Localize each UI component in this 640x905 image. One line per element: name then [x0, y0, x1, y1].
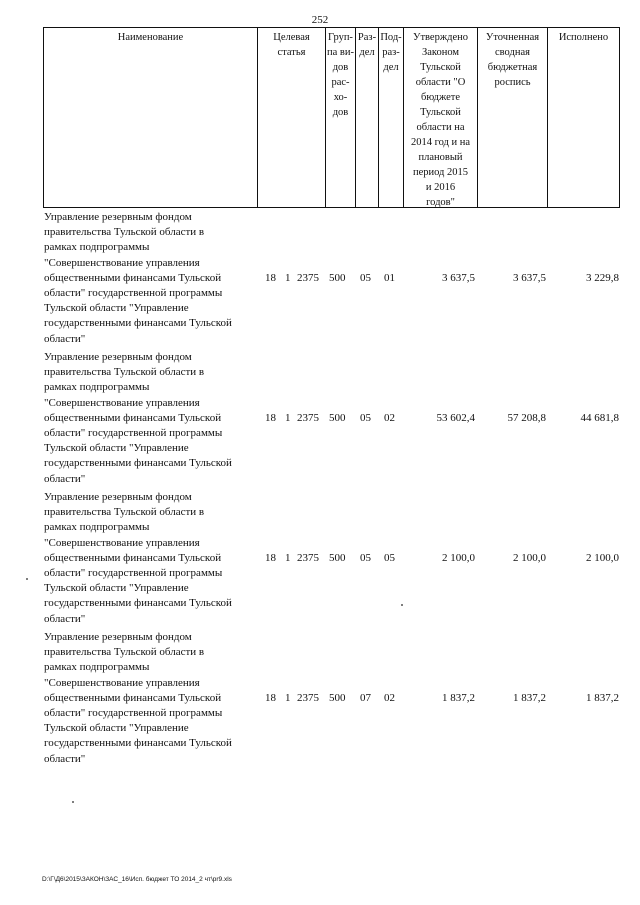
row-approved: 53 602,4 [436, 412, 475, 424]
table-row [0, 630, 640, 770]
row-approved: 3 637,5 [442, 272, 475, 284]
row-subsection: 02 [384, 692, 395, 704]
row-section: 05 [360, 552, 371, 564]
row-target-code-c: 2375 [297, 692, 319, 704]
row-approved: 1 837,2 [442, 692, 475, 704]
row-group: 500 [329, 272, 346, 284]
row-group: 500 [329, 692, 346, 704]
header-group: Груп- па ви- дов рас- хо- дов [327, 32, 354, 118]
row-section: 05 [360, 272, 371, 284]
row-refined: 57 208,8 [507, 412, 546, 424]
header-section: Раз- дел [357, 32, 377, 58]
header-approved: Утверждено Законом Тульской области "О бюджете Тульской области на 2014 год и на плановый период 2015 и 2016 годов" [410, 32, 471, 208]
header-subsection: Под- раз- дел [380, 32, 402, 73]
row-target-code-c: 2375 [297, 412, 319, 424]
row-target-code-b: 1 [285, 272, 291, 284]
row-target-code-c: 2375 [297, 552, 319, 564]
row-executed: 2 100,0 [586, 552, 619, 564]
row-approved: 2 100,0 [442, 552, 475, 564]
table-row [0, 350, 640, 490]
header-refined: Уточненная сводная бюджетная роспись [485, 32, 540, 88]
table-row [0, 210, 640, 350]
row-refined: 1 837,2 [513, 692, 546, 704]
row-target-code-b: 1 [285, 692, 291, 704]
page-number: 252 [311, 14, 329, 26]
header-bottom-border [43, 207, 620, 208]
file-path-footer: D:\Г\Д6\2015\ЗАКОН\ЗАС_16\Исп. бюджет ТО 2014_2 чт\pr9.xls [42, 876, 232, 883]
row-name: Управление резервным фондом правительства Тульской области в рамках подпрограммы "Совершенствование управления общественными финансами Тульской области" государственной программы Тульской области "Управление государственными финансами Тульской области" [44, 491, 232, 625]
row-target-code-a: 18 [265, 412, 276, 424]
row-name: Управление резервным фондом правительства Тульской области в рамках подпрограммы "Совершенствование управления общественными финансами Тульской области" государственной программы Тульской области "Управление государственными финансами Тульской области" [44, 351, 232, 485]
row-target-code-a: 18 [265, 552, 276, 564]
row-group: 500 [329, 552, 346, 564]
header-divider [43, 27, 44, 208]
scan-speck [72, 801, 74, 803]
row-executed: 3 229,8 [586, 272, 619, 284]
row-group: 500 [329, 412, 346, 424]
row-target-code-a: 18 [265, 692, 276, 704]
scan-speck [26, 578, 28, 580]
row-name: Управление резервным фондом правительства Тульской области в рамках подпрограммы "Совершенствование управления общественными финансами Тульской области" государственной программы Тульской области "Управление государственными финансами Тульской области" [44, 211, 232, 345]
row-executed: 1 837,2 [586, 692, 619, 704]
row-target-code-b: 1 [285, 552, 291, 564]
row-refined: 2 100,0 [513, 552, 546, 564]
header-name: Наименование [117, 32, 184, 43]
header-executed: Исполнено [558, 32, 609, 43]
row-refined: 3 637,5 [513, 272, 546, 284]
row-section: 07 [360, 692, 371, 704]
row-name: Управление резервным фондом правительства Тульской области в рамках подпрограммы "Совершенствование управления общественными финансами Тульской области" государственной программы Тульской области "Управление государственными финансами Тульской области" [44, 631, 232, 765]
scan-speck [401, 604, 403, 606]
row-subsection: 05 [384, 552, 395, 564]
header-divider [547, 27, 548, 208]
row-target-code-a: 18 [265, 272, 276, 284]
row-target-code-c: 2375 [297, 272, 319, 284]
header-divider [619, 27, 620, 208]
row-section: 05 [360, 412, 371, 424]
header-top-border [43, 27, 620, 28]
row-target-code-b: 1 [285, 412, 291, 424]
row-subsection: 01 [384, 272, 395, 284]
table-row [0, 490, 640, 630]
header-target: Целевая статья [273, 32, 310, 58]
row-subsection: 02 [384, 412, 395, 424]
row-executed: 44 681,8 [580, 412, 619, 424]
